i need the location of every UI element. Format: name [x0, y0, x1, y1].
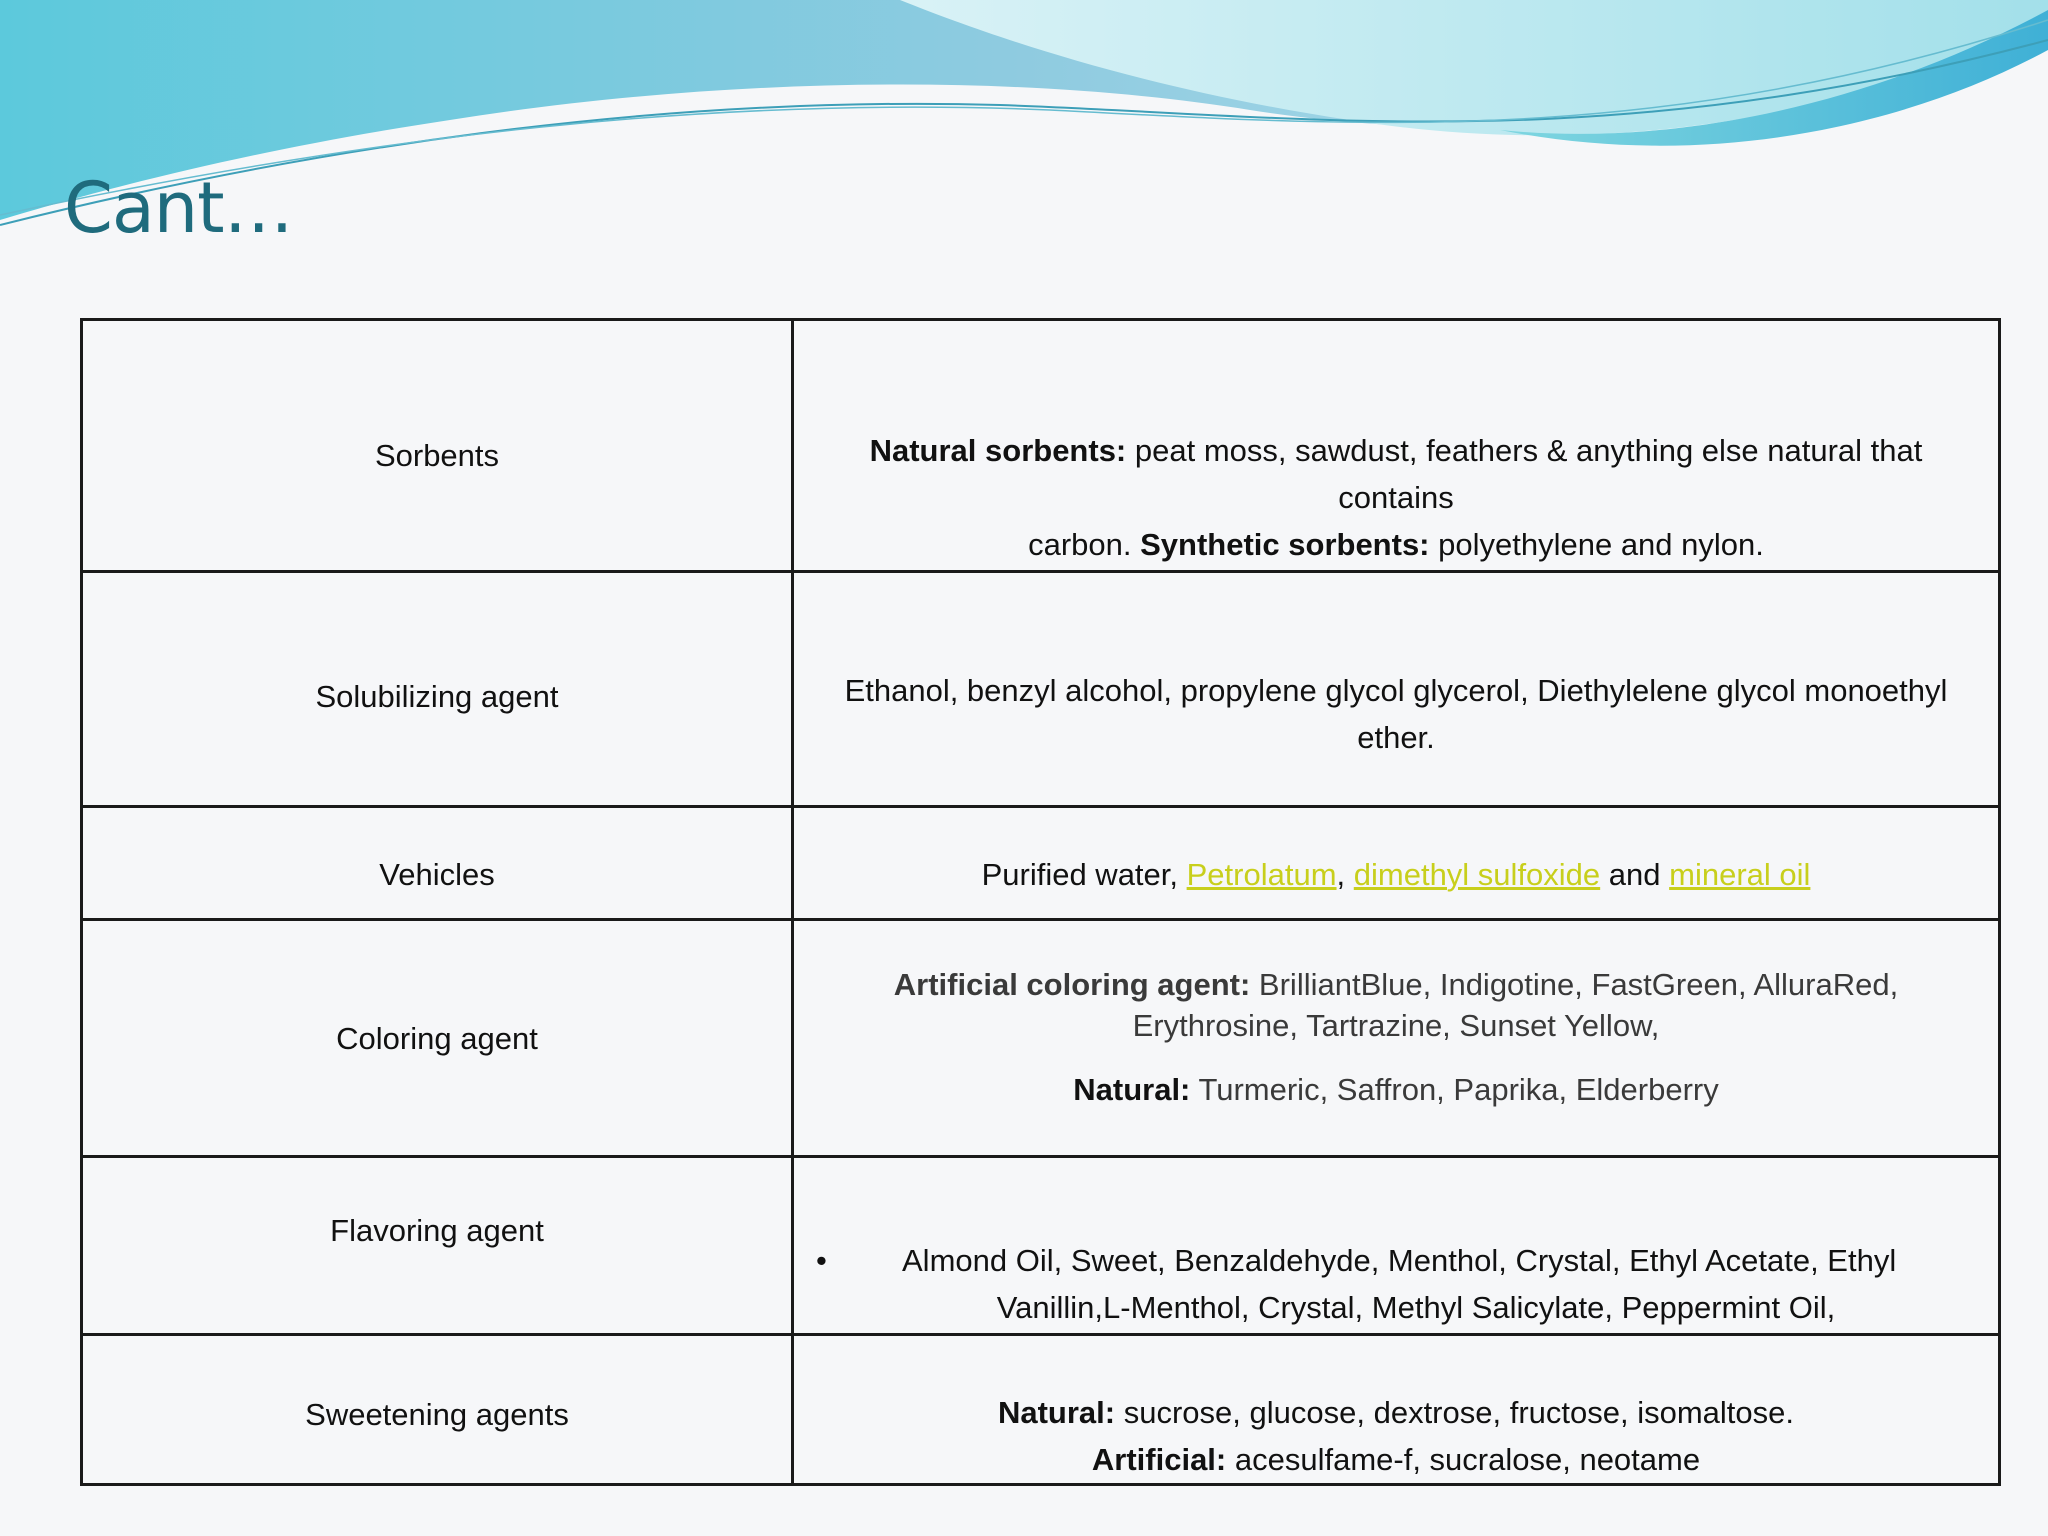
- synthetic-sorbents-label: Synthetic sorbents:: [1140, 527, 1430, 562]
- excipients-table: [80, 318, 2001, 1486]
- natural-sorbents-text-cont: carbon.: [1028, 527, 1141, 562]
- natural-coloring-label: Natural:: [1073, 1071, 1191, 1107]
- flavoring-text: [812, 1237, 1980, 1331]
- row-value-sweetening: [793, 1335, 2000, 1485]
- dimethyl-sulfoxide-link[interactable]: dimethyl sulfoxide: [1353, 856, 1601, 892]
- bullet-icon: •: [816, 1243, 827, 1278]
- artificial-coloring-text: BrilliantBlue, Indigotine, FastGreen, AlluraRed, Erythrosine, Tartrazine, Sunset Yellow,: [1132, 966, 1899, 1043]
- table-row: [82, 1157, 2000, 1335]
- artificial-coloring-line: [812, 964, 1980, 1046]
- header-wave-decoration: [0, 0, 2048, 240]
- vehicles-prefix: Purified water,: [981, 856, 1187, 892]
- artificial-coloring-label: Artificial coloring agent:: [893, 966, 1251, 1002]
- row-value-vehicles: [793, 807, 2000, 920]
- synthetic-sorbents-text: polyethylene and nylon.: [1429, 527, 1764, 562]
- vehicles-sep-1: ,: [1336, 856, 1354, 892]
- natural-sorbents-text: peat moss, sawdust, feathers & anything else natural that contains: [1126, 433, 1923, 515]
- row-label-flavoring: Flavoring agent: [82, 1157, 793, 1335]
- row-value-solubilizing: Ethanol, benzyl alcohol, propylene glycol glycerol, Diethylelene glycol monoethyl ether.: [793, 572, 2000, 807]
- row-label-solubilizing: Solubilizing agent: [82, 572, 793, 807]
- row-label-vehicles: Vehicles: [82, 807, 793, 920]
- petrolatum-link[interactable]: Petrolatum: [1186, 856, 1337, 892]
- slide-title: Cant…: [64, 167, 293, 249]
- table-row: [82, 807, 2000, 920]
- row-value-sorbents: [793, 320, 2000, 572]
- natural-sorbents-label: Natural sorbents:: [869, 433, 1127, 468]
- natural-sweetener-label: Natural:: [997, 1395, 1116, 1430]
- mineral-oil-link[interactable]: mineral oil: [1669, 856, 1811, 892]
- flavoring-list-item: [812, 1237, 1980, 1331]
- flavoring-line-2: Vanillin,L-Menthol, Crystal, Methyl Salicylate, Peppermint Oil,: [996, 1290, 1836, 1325]
- row-label-sorbents: Sorbents: [82, 320, 793, 572]
- artificial-sweetener-text: acesulfame-f, sucralose, neotame: [1226, 1442, 1701, 1477]
- row-label-sweetening: Sweetening agents: [82, 1335, 793, 1485]
- row-value-coloring: [793, 920, 2000, 1157]
- table-row: [82, 1335, 2000, 1485]
- vehicles-sep-2: and: [1600, 856, 1670, 892]
- row-label-coloring: Coloring agent: [82, 920, 793, 1157]
- natural-sweetener-text: sucrose, glucose, dextrose, fructose, isomaltose.: [1115, 1395, 1794, 1430]
- artificial-sweetener-label: Artificial:: [1091, 1442, 1227, 1477]
- natural-coloring-text: Turmeric, Saffron, Paprika, Elderberry: [1190, 1071, 1719, 1107]
- table-row: [82, 920, 2000, 1157]
- table-row: [82, 572, 2000, 807]
- flavoring-line-1: Almond Oil, Sweet, Benzaldehyde, Menthol, Crystal, Ethyl Acetate, Ethyl: [902, 1243, 1897, 1278]
- row-value-flavoring: [793, 1157, 2000, 1335]
- natural-coloring-line: [812, 1066, 1980, 1113]
- table-row: [82, 320, 2000, 572]
